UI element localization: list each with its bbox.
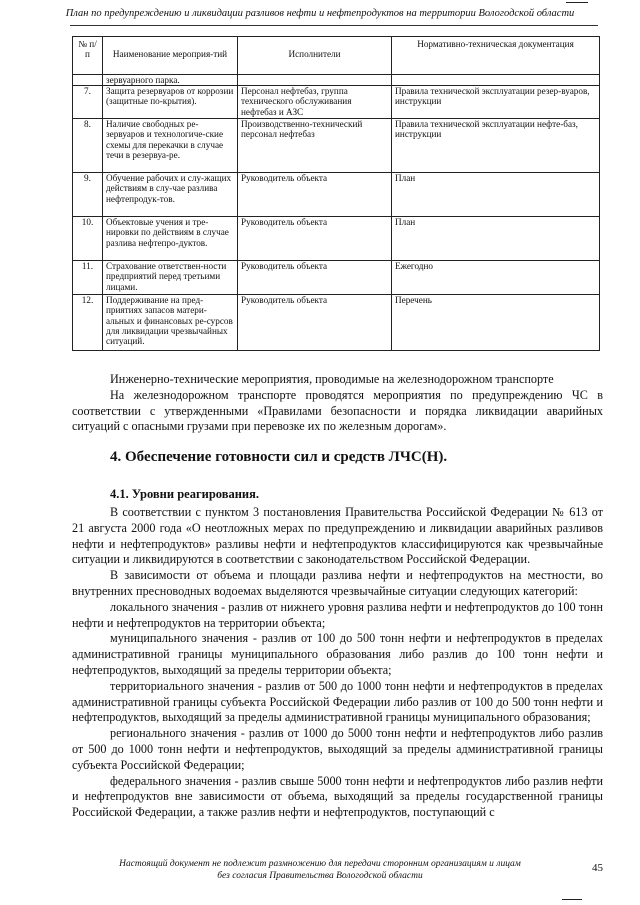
table-cell-norms: Правила технической эксплуатации нефте-баз, инструкции [392, 119, 600, 173]
table-cell-num: 7. [73, 86, 103, 119]
page-number: 45 [592, 862, 603, 874]
table-cell-name: Наличие свободных ре-зервуаров и технологиче-ские схемы для перекачки в случае течи в резервуа-ре. [103, 119, 238, 173]
header-rule [70, 25, 598, 26]
table-cell-executors: Руководитель объекта [238, 261, 392, 295]
table-cell-executors: Руководитель объекта [238, 217, 392, 261]
table-cell-norms: Правила технической эксплуатации резер-вуаров, инструкции [392, 86, 600, 119]
measures-table [72, 36, 600, 351]
scan-artifact-top [566, 2, 588, 3]
table-cell-name: Обучение рабочих и слу-жащих действиям в слу-чае разлива нефтепродук-тов. [103, 173, 238, 217]
col-header-norms: Нормативно-техническая документация [392, 37, 600, 75]
table-row [73, 173, 600, 217]
col-header-num: № п/п [73, 37, 103, 75]
table-header-row [73, 37, 600, 75]
running-header: План по предупреждению и ликвидации разливов нефти и нефтепродуктов на территории Вологодской области [65, 8, 575, 19]
table-row-continuation [73, 75, 600, 86]
table-row [73, 295, 600, 351]
table-row [73, 86, 600, 119]
table-cell-name: зервуарного парка. [103, 75, 238, 86]
table-cell-num: 11. [73, 261, 103, 295]
table-cell-norms: План [392, 173, 600, 217]
scan-artifact-bottom [562, 899, 582, 900]
paragraph: В соответствии с пунктом 3 постановления Правительства Российской Федерации № 613 от 21 августа 2000 года «О неотложных мерах по предупреждению и ликвидации аварийных разливов нефти и нефтепродуктов» разливы нефти и нефтепродуктов классифицируются как чрезвычайные ситуации и ликвидируются в соответствии с законодательством Российской Федерации. [72, 505, 603, 567]
footer-notice [80, 858, 560, 882]
table-cell-num: 8. [73, 119, 103, 173]
table-cell-name: Страхование ответствен-ности предприятий перед третьими лицами. [103, 261, 238, 295]
table-row [73, 217, 600, 261]
table-row [73, 119, 600, 173]
list-item: локального значения - разлив от нижнего уровня разлива нефти и нефтепродуктов до 100 тонн нефти и нефтепродуктов на территории объекта; [72, 599, 603, 630]
list-item: территориального значения - разлив от 500 до 1000 тонн нефти и нефтепродуктов в пределах административной границы субъекта Российской Федерации либо разлив от 100 до 500 тонн нефти и нефтепродуктов, выходящий за пределы административной границы муниципального образования; [72, 678, 603, 725]
table-cell-norms: План [392, 217, 600, 261]
table-cell-executors: Руководитель объекта [238, 295, 392, 351]
section-title: 4. Обеспечение готовности сил и средств ЛЧС(Н). [110, 449, 448, 465]
section-body [72, 505, 603, 821]
list-item: муниципального значения - разлив от 100 до 500 тонн нефти и нефтепродуктов в пределах административной границы муниципального образования либо разлив до 100 тонн нефти и нефтепродуктов, выходящий за пределы территории объекта; [72, 631, 603, 677]
table-cell-num: 10. [73, 217, 103, 261]
intro-heading: Инженерно-технические мероприятия, проводимые на железнодорожном транспорте [110, 372, 554, 386]
intro-block [72, 372, 603, 435]
footer-line-1: Настоящий документ не подлежит размножению для передачи сторонним организациям и лицам [119, 859, 521, 869]
table-cell-num: 9. [73, 173, 103, 217]
col-header-executors: Исполнители [238, 37, 392, 75]
table-cell-norms: Ежегодно [392, 261, 600, 295]
footer-line-2: без согласия Правительства Вологодской области [217, 871, 423, 881]
table-cell-name: Объектовые учения и тре-нировки по действиям в случае разлива нефтепро-дуктов. [103, 217, 238, 261]
col-header-name: Наименование мероприя-тий [103, 37, 238, 75]
paragraph: В зависимости от объема и площади разлива нефти и нефтепродуктов на местности, во внутренних пресноводных водоемах выделяются чрезвычайные ситуации следующих категорий: [72, 568, 603, 598]
table-cell-executors: Руководитель объекта [238, 173, 392, 217]
table-row [73, 261, 600, 295]
intro-paragraph: На железнодорожном транспорте проводятся мероприятия по предупреждению ЧС в соответствии с утвержденными «Правилами безопасности и порядка ликвидации аварийных ситуаций с опасными грузами при перевозке их по железным дорогам». [72, 387, 603, 434]
table-cell-name: Защита резервуаров от коррозии (защитные по-крытия). [103, 86, 238, 119]
table-cell-num: 12. [73, 295, 103, 351]
table-cell-executors: Производственно-технический персонал нефтебаз [238, 119, 392, 173]
table-cell-executors: Персонал нефтебаз, группа технического обслуживания нефтебаз и АЗС [238, 86, 392, 119]
list-item: регионального значения - разлив от 1000 до 5000 тонн нефти и нефтепродуктов либо разлив от 500 до 1000 тонн нефти и нефтепродуктов, выходящий за пределы административной границы субъекта Российской Федерации; [72, 726, 603, 772]
list-item: федерального значения - разлив свыше 5000 тонн нефти и нефтепродуктов либо разлив нефти и нефтепродуктов вне зависимости от объема, выходящий за пределы государственной границы Российской Федерации, а также разлив нефти и нефтепродуктов, поступающий с [72, 773, 603, 820]
table-cell-norms: Перечень [392, 295, 600, 351]
subsection-title: 4.1. Уровни реагирования. [110, 487, 260, 501]
table-cell-name: Поддерживание на пред-приятиях запасов матери-альных и финансовых ре-сурсов для ликвидации чрезвычайных ситуаций. [103, 295, 238, 351]
